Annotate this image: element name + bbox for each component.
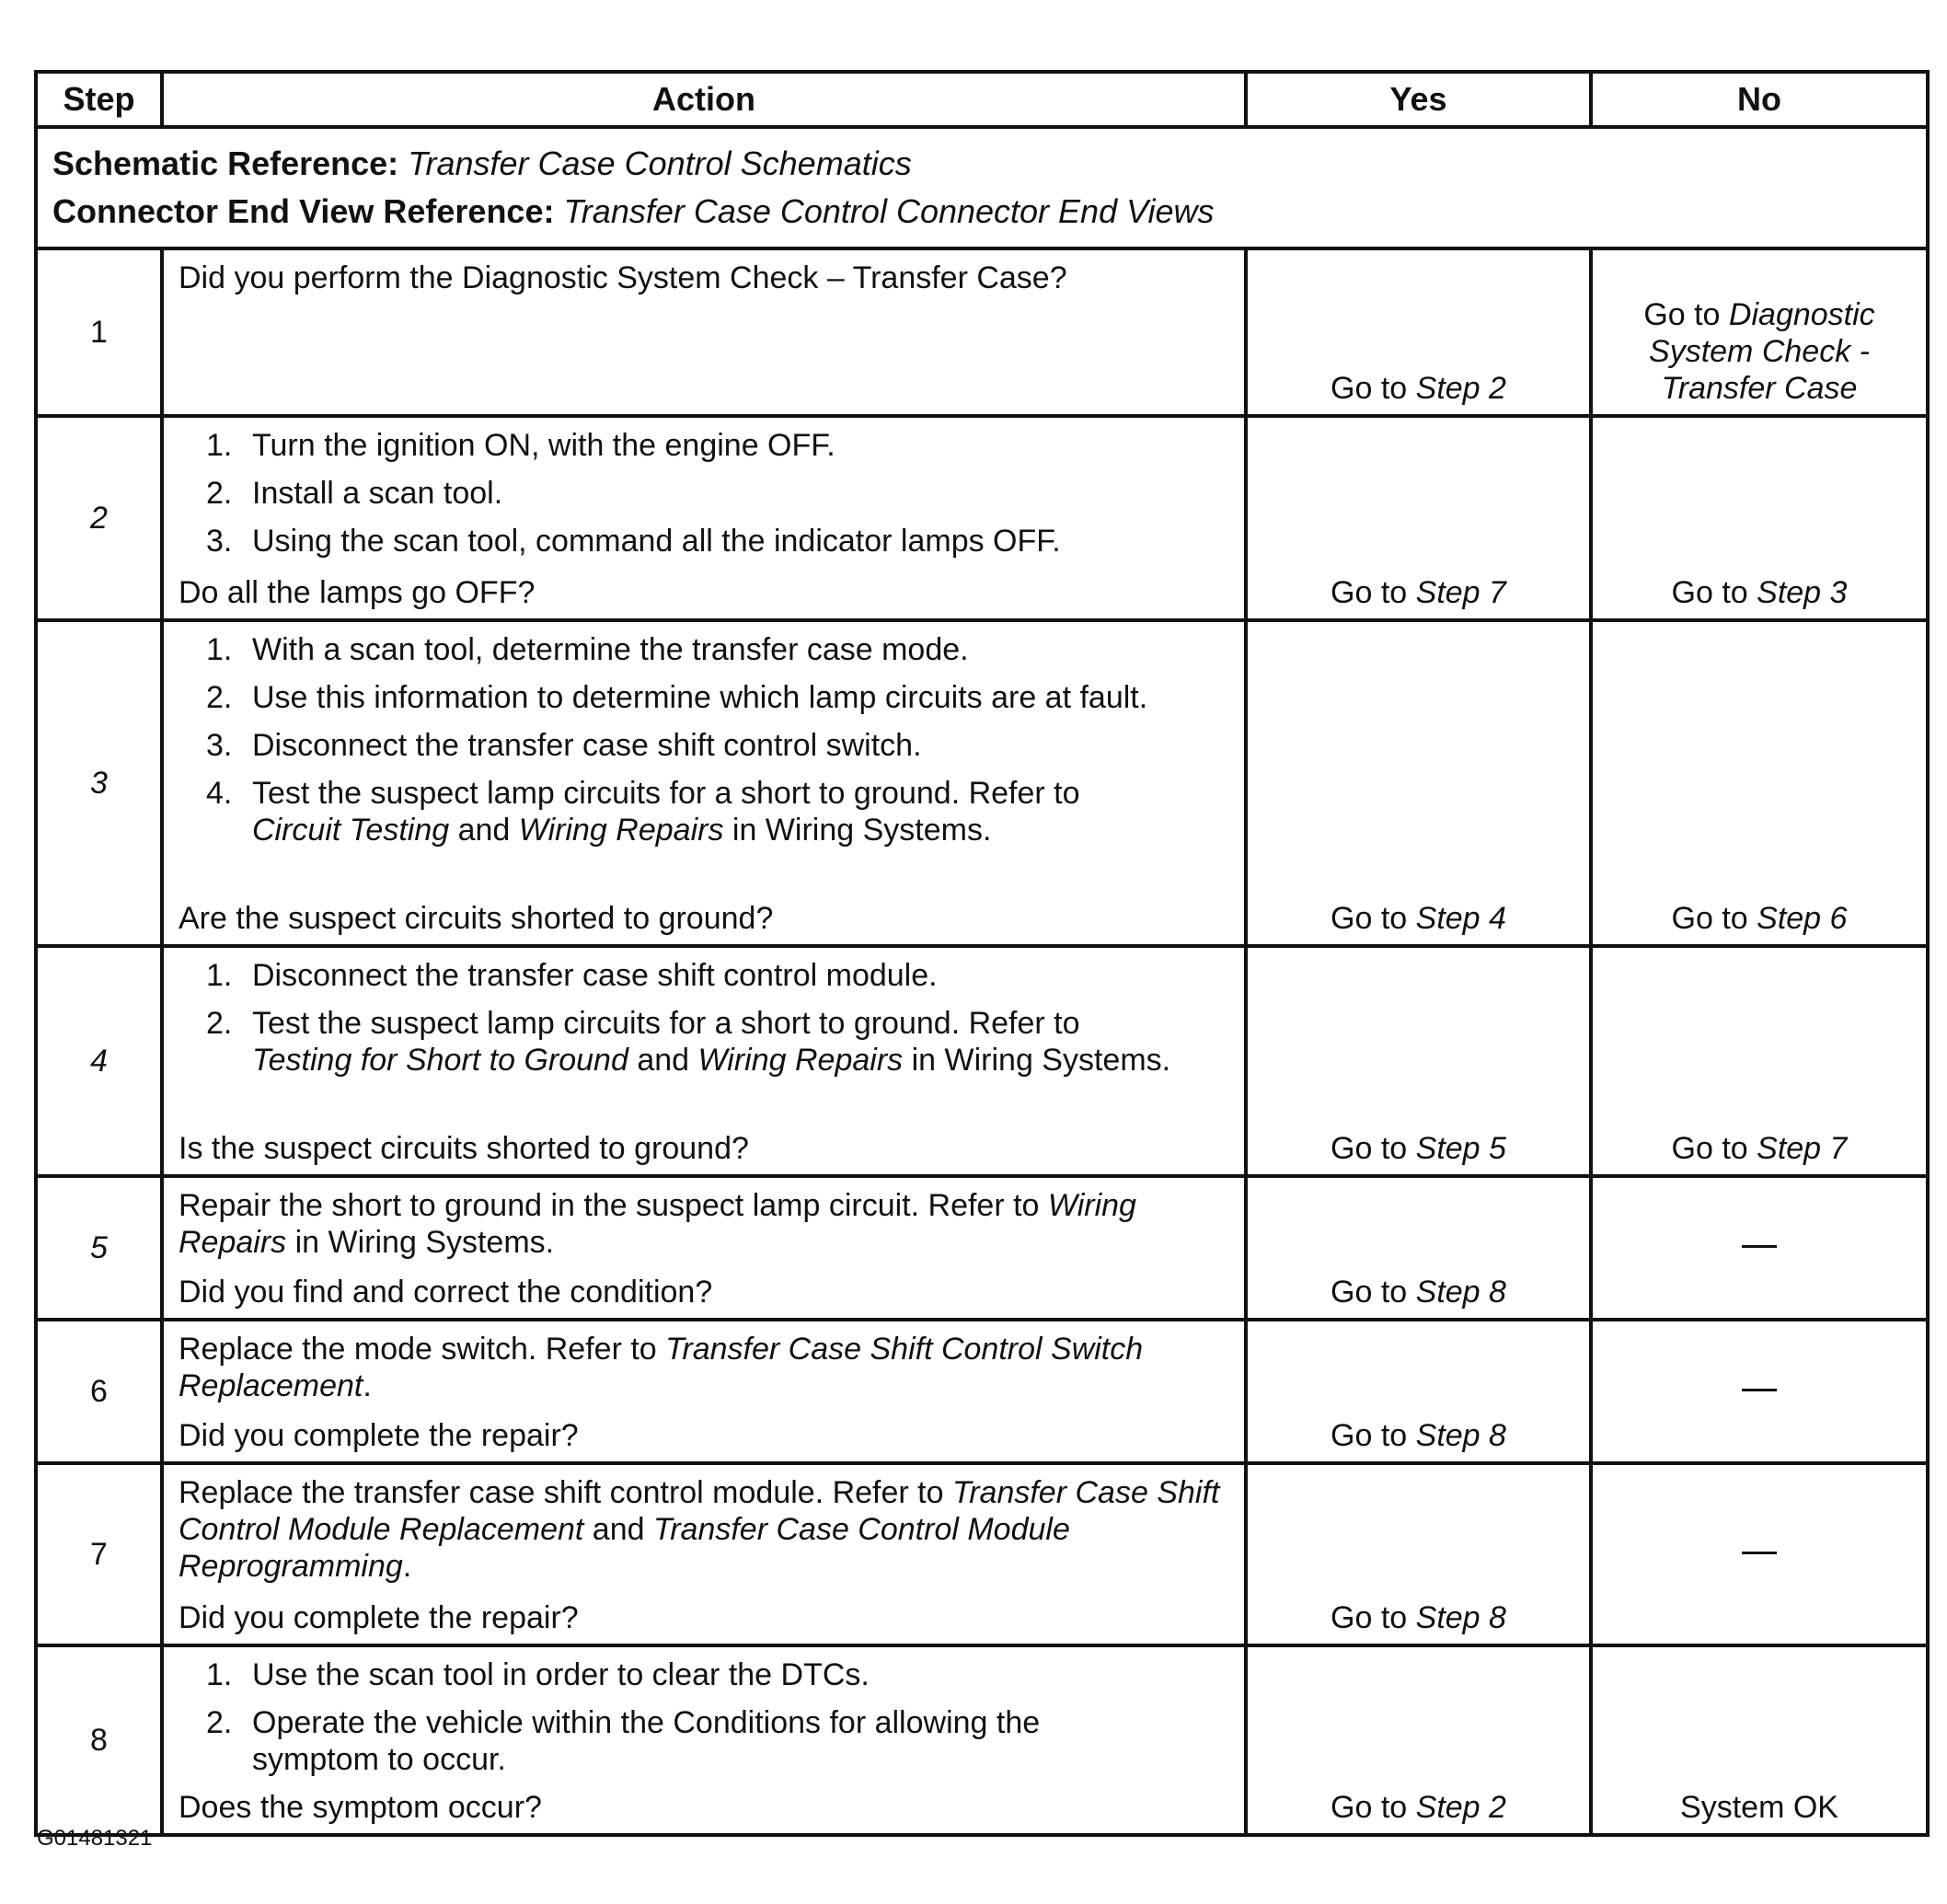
- yes-cell: Go to Step 8: [1246, 1176, 1591, 1320]
- list-item: 1. Disconnect the transfer case shift control module.: [206, 958, 938, 993]
- figure-id: G01481321: [37, 1826, 153, 1851]
- list-item: 2. Test the suspect lamp circuits for a short to ground. Refer to Testing for Short to Ground and Wiring Repairs in Wiring Systems.: [206, 1006, 1171, 1078]
- step-row-5: [36, 1176, 1928, 1320]
- yes-link[interactable]: Step 5: [1415, 1131, 1506, 1166]
- header-action: Action: [162, 72, 1246, 127]
- step-action: [162, 1176, 1246, 1320]
- step-question: Did you complete the repair?: [179, 1418, 579, 1453]
- step-action: [162, 1645, 1246, 1835]
- list-item: 1. Use the scan tool in order to clear the DTCs.: [206, 1657, 870, 1692]
- step-number: 2: [36, 416, 162, 620]
- yes-link[interactable]: Step 8: [1415, 1275, 1506, 1310]
- step-number: 1: [36, 248, 162, 416]
- no-link[interactable]: Step 7: [1757, 1131, 1848, 1166]
- step-instruction: Repair the short to ground in the suspect lamp circuit. Refer to Wiring Repairs in Wiring Systems.: [179, 1188, 1136, 1260]
- no-link[interactable]: Diagnostic System Check - Transfer Case: [1649, 297, 1875, 406]
- step-number: 8: [36, 1645, 162, 1835]
- step-action: [162, 1320, 1246, 1463]
- connector-reference: [52, 188, 1911, 236]
- step-action: [162, 416, 1246, 620]
- step-question: Did you find and correct the condition?: [179, 1275, 713, 1310]
- step-question: Are the suspect circuits shorted to ground?: [179, 901, 774, 936]
- dash-icon: [1742, 1552, 1777, 1554]
- module-replacement-link[interactable]: Transfer Case Shift Control Module Replacement: [179, 1475, 1220, 1547]
- yes-link[interactable]: Step 8: [1415, 1600, 1506, 1635]
- step-number: 4: [36, 946, 162, 1176]
- list-item: 4. Test the suspect lamp circuits for a short to ground. Refer to Circuit Testing and Wiring Repairs in Wiring Systems.: [206, 776, 1080, 848]
- step-number: 5: [36, 1176, 162, 1320]
- list-item: 3. Using the scan tool, command all the indicator lamps OFF.: [206, 524, 1061, 559]
- step-row-1: [36, 248, 1928, 416]
- connector-reference-label: Connector End View Reference:: [52, 192, 555, 230]
- wiring-repairs-link[interactable]: Wiring Repairs: [518, 813, 724, 848]
- yes-cell: Go to Step 7: [1246, 416, 1591, 620]
- no-cell: [1591, 1176, 1928, 1320]
- step-instruction: Replace the transfer case shift control module. Refer to Transfer Case Shift Control Module Replacement and Transfer Case Control Module Reprogramming.: [179, 1475, 1220, 1584]
- no-link[interactable]: Step 3: [1757, 575, 1848, 610]
- yes-link[interactable]: Step 2: [1415, 1790, 1506, 1825]
- header-step: Step: [36, 72, 162, 127]
- yes-link[interactable]: Step 4: [1415, 901, 1506, 936]
- list-item: 1. With a scan tool, determine the transfer case mode.: [206, 632, 969, 667]
- step-question: Did you perform the Diagnostic System Check – Transfer Case?: [179, 260, 1067, 295]
- no-cell: Go to Step 3: [1591, 416, 1928, 620]
- module-reprogramming-link[interactable]: Transfer Case Control Module Reprogramming: [179, 1512, 1070, 1584]
- step-number: 6: [36, 1320, 162, 1463]
- yes-cell: Go to Step 8: [1246, 1463, 1591, 1645]
- header-row: [36, 72, 1928, 127]
- step-row-8: [36, 1645, 1928, 1835]
- yes-cell: [1246, 248, 1591, 416]
- reference-cell: [36, 127, 1928, 248]
- reference-row: [36, 127, 1928, 248]
- no-cell: [1591, 1320, 1928, 1463]
- yes-cell: Go to Step 5: [1246, 946, 1591, 1176]
- no-cell: Go to Step 6: [1591, 620, 1928, 946]
- step-action: [162, 1463, 1246, 1645]
- no-cell: [1591, 1645, 1928, 1835]
- list-item: 2. Install a scan tool.: [206, 476, 503, 511]
- connector-reference-link[interactable]: Transfer Case Control Connector End Views: [563, 192, 1215, 230]
- diagnostic-table: [34, 70, 1930, 1837]
- step-question: Did you complete the repair?: [179, 1600, 579, 1635]
- yes-cell: Go to Step 4: [1246, 620, 1591, 946]
- step-number: 7: [36, 1463, 162, 1645]
- step-instruction: Replace the mode switch. Refer to Transfer Case Shift Control Switch Replacement.: [179, 1332, 1144, 1403]
- no-cell: [1591, 248, 1928, 416]
- step-row-2: [36, 416, 1928, 620]
- header-no: No: [1591, 72, 1928, 127]
- yes-link[interactable]: Step 8: [1415, 1418, 1506, 1453]
- switch-replacement-link[interactable]: Transfer Case Shift Control Switch Replacement: [179, 1332, 1144, 1403]
- list-item: 1. Turn the ignition ON, with the engine OFF.: [206, 428, 835, 463]
- step-row-3: [36, 620, 1928, 946]
- list-item: 2. Operate the vehicle within the Conditions for allowing the symptom to occur.: [206, 1705, 1041, 1777]
- no-link[interactable]: Step 6: [1757, 901, 1848, 936]
- step-action: [162, 620, 1246, 946]
- yes-prefix: Go to: [1331, 371, 1416, 406]
- short-to-ground-link[interactable]: Testing for Short to Ground: [252, 1043, 628, 1078]
- step-action: [162, 946, 1246, 1176]
- list-item: 2. Use this information to determine which lamp circuits are at fault.: [206, 680, 1148, 715]
- no-cell: [1591, 1463, 1928, 1645]
- no-prefix: Go to: [1643, 297, 1729, 332]
- list-item: 3. Disconnect the transfer case shift control switch.: [206, 728, 922, 763]
- step-number: 3: [36, 620, 162, 946]
- dash-icon: [1742, 1245, 1777, 1248]
- header-yes: Yes: [1246, 72, 1591, 127]
- step-action: [162, 248, 1246, 416]
- yes-link[interactable]: Step 7: [1415, 575, 1506, 610]
- circuit-testing-link[interactable]: Circuit Testing: [252, 813, 450, 848]
- step-question: Is the suspect circuits shorted to ground?: [179, 1131, 749, 1166]
- schematic-reference-link[interactable]: Transfer Case Control Schematics: [408, 144, 912, 182]
- dash-icon: [1742, 1389, 1777, 1391]
- step-question: Does the symptom occur?: [179, 1790, 542, 1825]
- no-cell: Go to Step 7: [1591, 946, 1928, 1176]
- yes-cell: Go to Step 8: [1246, 1320, 1591, 1463]
- step-row-6: [36, 1320, 1928, 1463]
- wiring-repairs-link[interactable]: Wiring Repairs: [697, 1043, 904, 1078]
- schematic-reference-label: Schematic Reference:: [52, 144, 399, 182]
- no-result: System OK: [1680, 1790, 1838, 1825]
- yes-cell: Go to Step 2: [1246, 1645, 1591, 1835]
- step-row-7: [36, 1463, 1928, 1645]
- step-row-4: [36, 946, 1928, 1176]
- wiring-repairs-link[interactable]: Wiring Repairs: [179, 1188, 1136, 1260]
- step-question: Do all the lamps go OFF?: [179, 575, 536, 610]
- schematic-reference: [52, 140, 1911, 188]
- yes-link[interactable]: Step 2: [1415, 371, 1506, 406]
